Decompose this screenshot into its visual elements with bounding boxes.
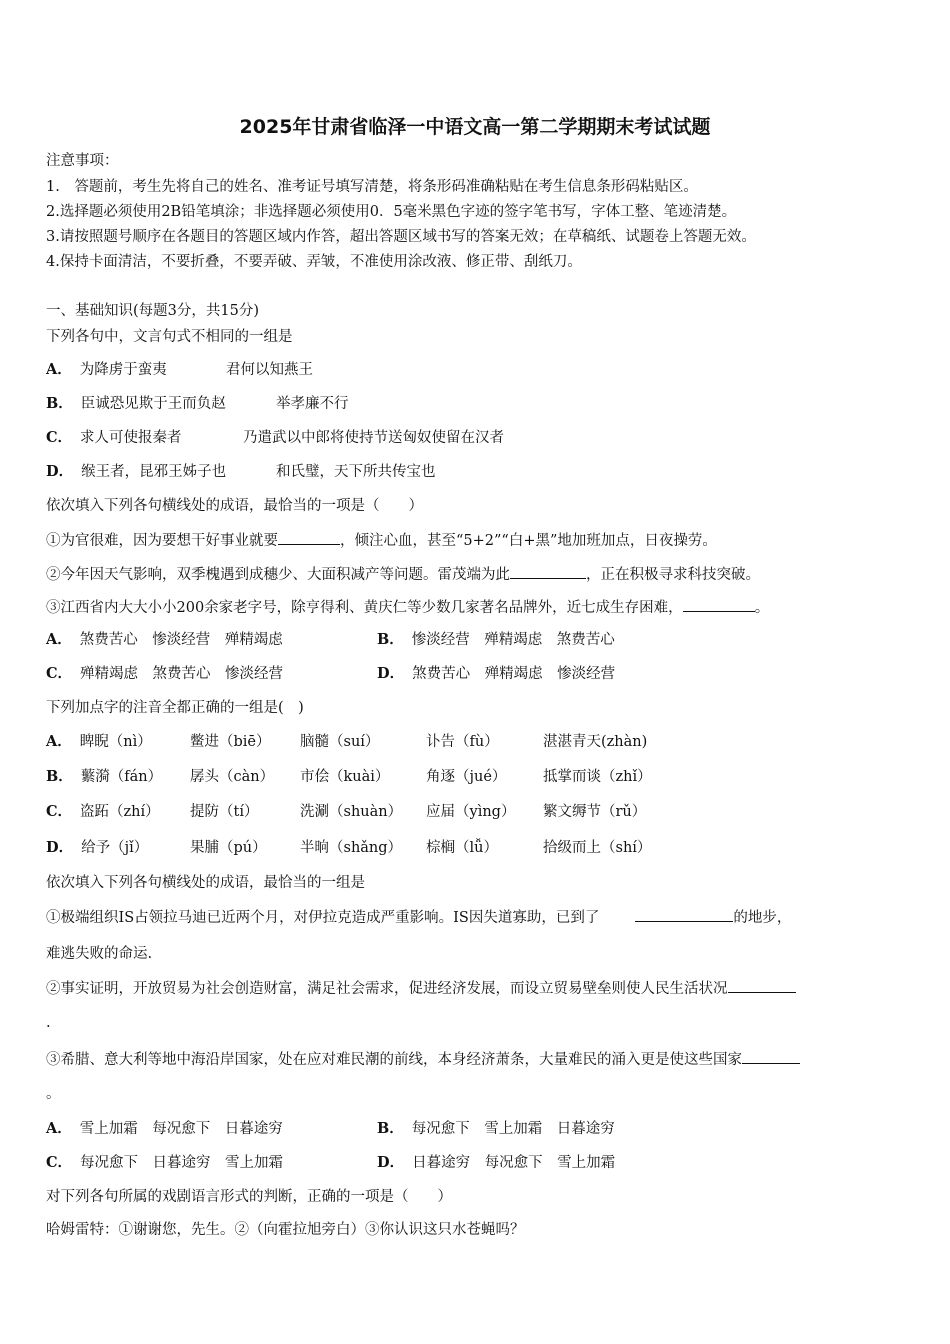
answer-blank <box>742 1049 800 1064</box>
pinyin-cell: 果脯（pú） <box>190 840 267 856</box>
pinyin-cell: 拾级而上（shí） <box>543 840 652 856</box>
option-row: D． 煞费苦心 殚精竭虑 惨淡经营 <box>377 665 616 682</box>
pinyin-cell: 应届（yìng） <box>426 804 516 820</box>
question-sentence: ①极端组织IS占领拉马迪已近两个月，对伊拉克造成严重影响。IS因失道寡助，已到了 的地步， <box>46 907 791 928</box>
question-sentence: ③希腊、意大利等地中海沿岸国家，处在应对难民潮的前线，本身经济萧条，大量难民的涌入更是使这些国家 <box>46 1049 800 1070</box>
option-label: A． <box>46 361 72 378</box>
question-sentence: ②今年因天气影响，双季槐遇到成穗少、大面积减产等问题。雷茂端为此 ，正在积极寻求科技突破。 <box>46 564 760 585</box>
question-stem: 下列各句中，文言句式不相同的一组是 <box>46 329 293 345</box>
option-row: B． 蘩漪（fán） <box>46 768 163 785</box>
pinyin-cell: 讣告（fù） <box>426 734 499 750</box>
question-stem: 依次填入下列各句横线处的成语，最恰当的一组是 <box>46 875 365 891</box>
option-row: B． 每况愈下 雪上加霜 日暮途穷 <box>377 1120 615 1137</box>
pinyin-cell: 市侩（kuài） <box>300 769 390 785</box>
option-row <box>46 428 182 448</box>
question-sentence: 难逃失败的命运. <box>46 946 153 962</box>
notice-item: 2.选择题必须使用2B铅笔填涂；非选择题必须使用0．5毫米黑色字迹的签字笔书写，字体工整、笔迹清楚。 <box>46 204 737 220</box>
answer-blank <box>278 530 340 545</box>
option-text: 臣诚恐见欺于王而负赵 <box>80 396 226 412</box>
option-label: C． <box>46 429 73 446</box>
option-row: C． 盗跖（zhí） <box>46 803 160 820</box>
pinyin-cell: 湛湛青天(zhàn) <box>543 734 648 750</box>
option-row: B． 惨淡经营 殚精竭虑 煞费苦心 <box>377 631 615 648</box>
notice-heading: 注意事项： <box>46 153 119 169</box>
option-row: D． 给予（jǐ） <box>46 839 149 856</box>
pinyin-cell: 孱头（càn） <box>190 769 275 785</box>
question-sentence: 哈姆雷特：①谢谢您，先生。②（向霍拉旭旁白）③你认识这只水苍蝇吗？ <box>46 1222 525 1238</box>
question-sentence-end: . <box>46 1015 51 1031</box>
answer-blank <box>510 564 586 579</box>
answer-blank <box>728 978 796 993</box>
option-row <box>46 360 167 380</box>
question-sentence-end: 。 <box>46 1086 61 1102</box>
option-text: 为降虏于蛮夷 <box>79 362 167 378</box>
option-row <box>46 394 226 414</box>
pinyin-cell: 繁文缛节（rǔ） <box>543 804 647 820</box>
option-text: 求人可使报秦者 <box>80 430 182 446</box>
pinyin-cell: 洗涮（shuàn） <box>300 804 403 820</box>
question-stem: 对下列各句所属的戏剧语言形式的判断，正确的一项是（ ） <box>46 1189 452 1205</box>
notice-item: 1. 答题前，考生先将自己的姓名、准考证号填写清楚，将条形码准确粘贴在考生信息条形码粘贴区。 <box>46 179 698 195</box>
pinyin-cell: 鳖进（biē） <box>190 734 271 750</box>
question-stem: 依次填入下列各句横线处的成语，最恰当的一项是（ ） <box>46 498 423 514</box>
notice-item: 4.保持卡面清洁，不要折叠，不要弄破、弄皱，不准使用涂改液、修正带、刮纸刀。 <box>46 254 582 270</box>
answer-blank <box>635 907 733 922</box>
option-row: A． 睥睨（nì） <box>46 733 152 750</box>
question-sentence: ①为官很难，因为要想干好事业就要 ，倾注心血，甚至“5+2”“白+黑”地加班加点，日夜操劳。 <box>46 530 717 551</box>
pinyin-cell: 棕榈（lǚ） <box>426 840 498 856</box>
option-row: C． 殚精竭虑 煞费苦心 惨淡经营 <box>46 665 284 682</box>
page-title: 2025年甘肃省临泽一中语文高一第二学期期末考试试题 <box>239 116 711 138</box>
option-row: D． 日暮途穷 每况愈下 雪上加霜 <box>377 1154 616 1171</box>
option-row <box>46 462 226 482</box>
question-sentence: ②事实证明，开放贸易为社会创造财富，满足社会需求，促进经济发展，而设立贸易壁垒则使人民生活状况 <box>46 978 796 999</box>
question-stem: 下列加点字的注音全都正确的一组是( ) <box>46 700 304 716</box>
option-text: 君何以知燕王 <box>226 362 313 378</box>
question-sentence: ③江西省内大大小小200余家老字号，除亨得利、黄庆仁等少数几家著名品牌外，近七成生存困难， 。 <box>46 597 769 618</box>
option-text: 乃遣武以中郎将使持节送匈奴使留在汉者 <box>243 430 504 446</box>
pinyin-cell: 抵掌而谈（zhǐ） <box>543 769 652 785</box>
option-label: B． <box>46 395 73 412</box>
option-row: A． 煞费苦心 惨淡经营 殚精竭虑 <box>46 631 283 648</box>
section-heading: 一、基础知识(每题3分，共15分) <box>46 303 259 319</box>
pinyin-cell: 半晌（shǎng） <box>300 840 403 856</box>
option-row: C． 每况愈下 日暮途穷 雪上加霜 <box>46 1154 284 1171</box>
option-row: A． 雪上加霜 每况愈下 日暮途穷 <box>46 1120 283 1137</box>
notice-item: 3.请按照题号顺序在各题目的答题区域内作答，超出答题区域书写的答案无效；在草稿纸、试题卷上答题无效。 <box>46 229 756 245</box>
pinyin-cell: 提防（tí） <box>190 804 259 820</box>
answer-blank <box>683 597 755 612</box>
option-text: 举孝廉不行 <box>276 396 349 412</box>
option-text: 缑王者，昆邪王姊子也 <box>81 464 227 480</box>
pinyin-cell: 角逐（jué） <box>426 769 507 785</box>
option-text: 和氏璧，天下所共传宝也 <box>276 464 436 480</box>
option-label: D． <box>46 463 74 480</box>
pinyin-cell: 脑髓（suí） <box>300 734 380 750</box>
